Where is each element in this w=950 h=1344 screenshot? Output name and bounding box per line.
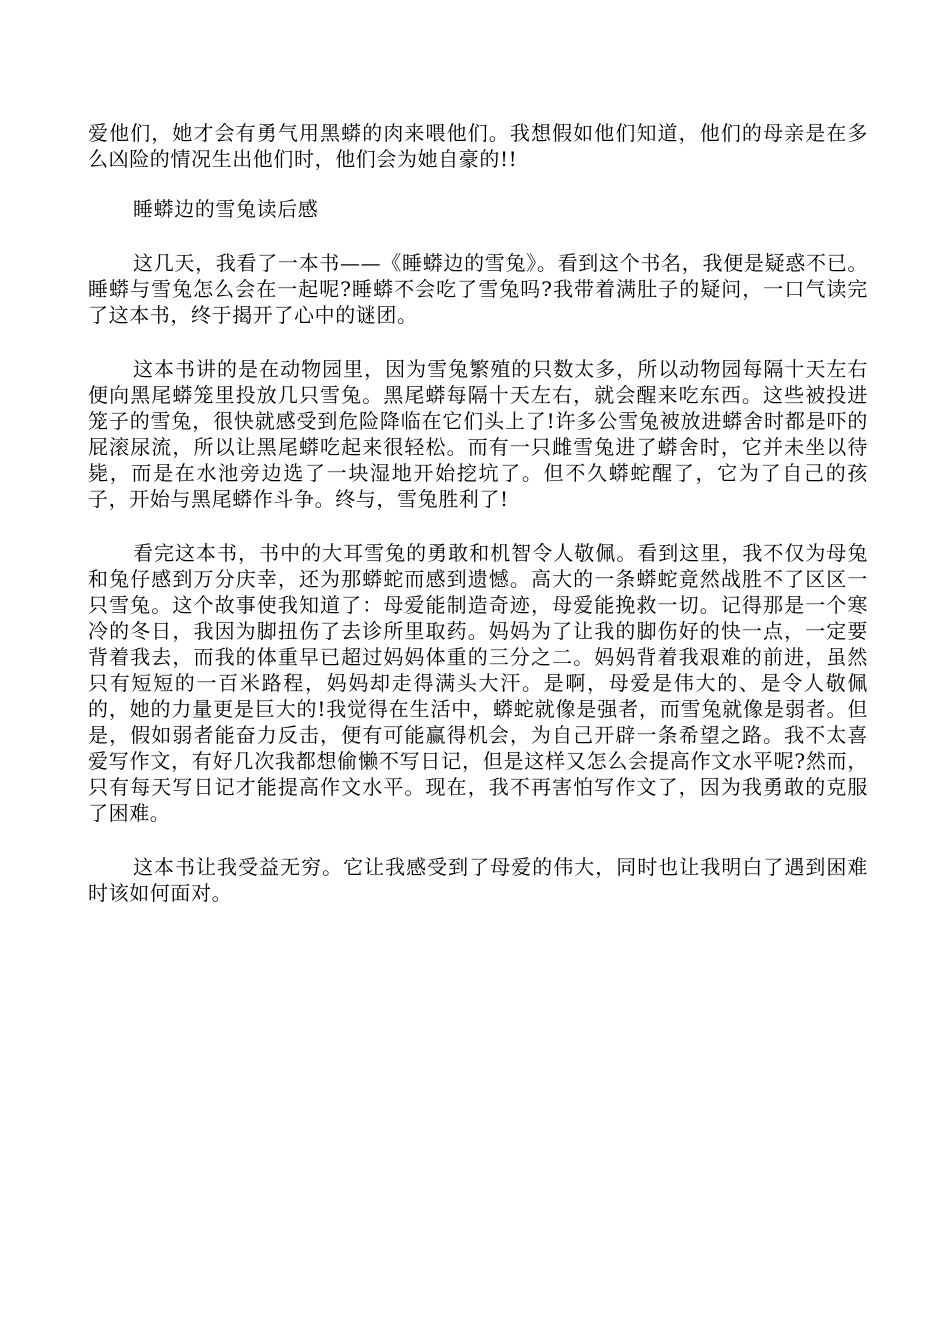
spacer — [88, 328, 868, 356]
essay-title: 睡蟒边的雪兔读后感 — [133, 197, 319, 221]
spacer — [88, 172, 868, 196]
spacer — [88, 826, 868, 854]
document-page — [88, 120, 868, 906]
intro-paragraph: 爱他们，她才会有勇气用黑蟒的肉来喂他们。我想假如他们知道，他们的母亲是在多么凶险的情况生出他们时，他们会为她自豪的!! — [88, 121, 868, 171]
body-paragraph-2: 这本书讲的是在动物园里，因为雪兔繁殖的只数太多，所以动物园每隔十天左右便向黑尾蟒笼里投放几只雪兔。黑尾蟒每隔十天左右，就会醒来吃东西。这些被投进笼子的雪兔，很快就感受到危险降临在它们头上了!许多公雪兔被放进蟒舍时都是吓的屁滚尿流，所以让黑尾蟒吃起来很轻松。而有一只雌雪兔进了蟒舍时，它并未坐以待毙，而是在水池旁边选了一块湿地开始挖坑了。但不久蟒蛇醒了，它为了自己的孩子，开始与黑尾蟒作斗争。终与，雪兔胜利了! — [88, 357, 868, 511]
spacer — [88, 512, 868, 540]
body-paragraph-1: 这几天，我看了一本书——《睡蟒边的雪兔》。看到这个书名，我便是疑惑不已。睡蟒与雪兔怎么会在一起呢?睡蟒不会吃了雪兔吗?我带着满肚子的疑问，一口气读完了这本书，终于揭开了心中的谜团。 — [88, 251, 868, 327]
body-paragraph-4: 这本书让我受益无穷。它让我感受到了母爱的伟大，同时也让我明白了遇到困难时该如何面对。 — [88, 855, 868, 905]
spacer — [88, 222, 868, 250]
body-paragraph-3: 看完这本书，书中的大耳雪兔的勇敢和机智令人敬佩。看到这里，我不仅为母兔和兔仔感到万分庆幸，还为那蟒蛇而感到遗憾。高大的一条蟒蛇竟然战胜不了区区一只雪兔。这个故事使我知道了：母爱能制造奇迹，母爱能挽救一切。记得那是一个寒冷的冬日，我因为脚扭伤了去诊所里取药。妈妈为了让我的脚伤好的快一点，一定要背着我去，而我的体重早已超过妈妈体重的三分之二。妈妈背着我艰难的前进，虽然只有短短的一百米路程，妈妈却走得满头大汗。是啊，母爱是伟大的、是令人敬佩的，她的力量更是巨大的!我觉得在生活中，蟒蛇就像是强者，而雪兔就像是弱者。但是，假如弱者能奋力反击，便有可能赢得机会，为自己开辟一条希望之路。我不太喜爱写作文，有好几次我都想偷懒不写日记，但是这样又怎么会提高作文水平呢?然而，只有每天写日记才能提高作文水平。现在，我不再害怕写作文了，因为我勇敢的克服了困难。 — [88, 541, 868, 825]
